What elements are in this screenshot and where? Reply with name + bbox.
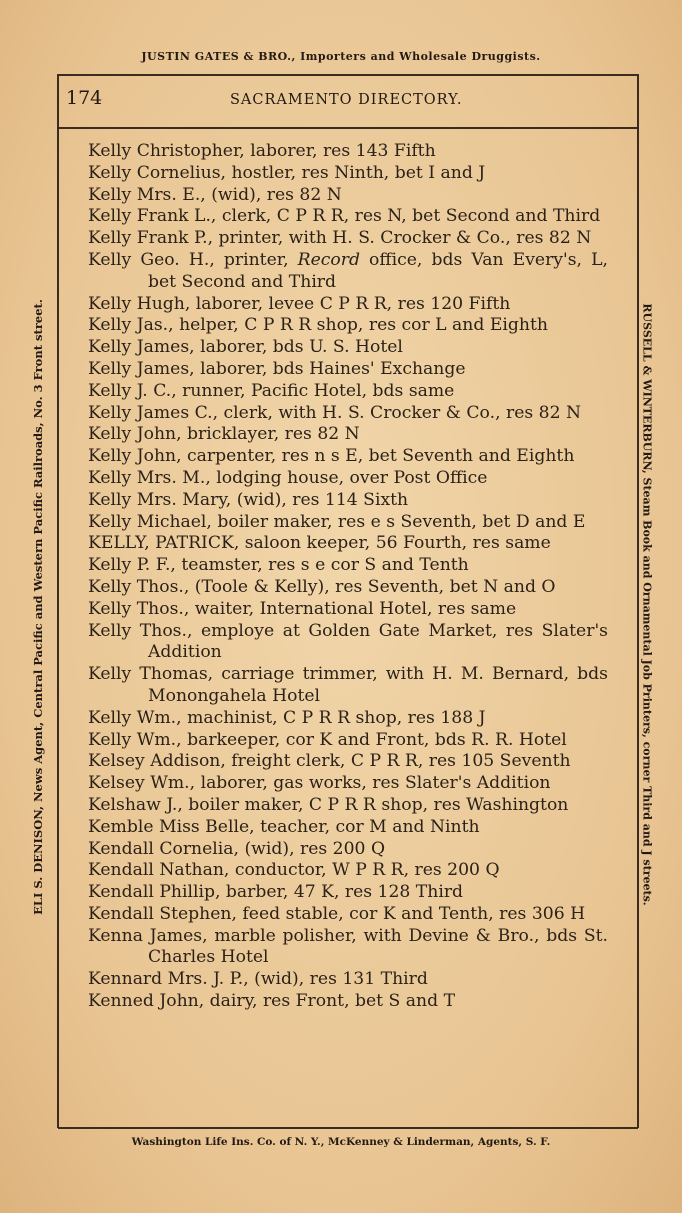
bottom-advertisement: Washington Life Ins. Co. of N. Y., McKenney & Linderman, Agents, S. F.: [131, 1136, 551, 1148]
directory-entry: Kelsey Addison, freight clerk, C P R R, res 105 Seventh: [88, 751, 571, 772]
directory-entry: Kelly Thomas, carriage trimmer, with H. M. Bernard, bds Monongahela Hotel: [88, 664, 608, 706]
directory-entry: Kendall Nathan, conductor, W P R R, res 200 Q: [88, 860, 500, 881]
directory-entry: Kelly Thos., (Toole & Kelly), res Seventh, bet N and O: [88, 576, 556, 597]
top-advertisement: JUSTIN GATES & BRO., Importers and Wholesale Druggists.: [141, 50, 541, 63]
directory-entry: KELLY, PATRICK, saloon keeper, 56 Fourth, res same: [88, 533, 551, 554]
page-number: 174: [66, 87, 103, 109]
directory-entry: Kelly Mrs. M., lodging house, over Post Office: [88, 467, 488, 488]
directory-entry: Kelly Wm., machinist, C P R R shop, res 188 J: [88, 707, 486, 728]
directory-entry: Kelly James, laborer, bds Haines' Exchange: [88, 358, 466, 379]
directory-entry: Kenna James, marble polisher, with Devine & Bro., bds St. Charles Hotel: [88, 925, 608, 968]
directory-entry: Kendall Phillip, barber, 47 K, res 128 Third: [88, 882, 464, 903]
directory-entry: Kelly James C., clerk, with H. S. Crocker & Co., res 82 N: [88, 402, 582, 423]
directory-entry: Kelly Frank P., printer, with H. S. Crocker & Co., res 82 N: [88, 228, 592, 249]
directory-entry: Kennard Mrs. J. P., (wid), res 131 Third: [88, 969, 428, 990]
header-rule: [58, 127, 638, 129]
directory-entry: Kelshaw J., boiler maker, C P R R shop, res Washington: [88, 794, 569, 815]
right-side-advertisement: RUSSELL & WINTERBURN, Steam Book and Ornamental Job Printers, corner Third and J streets.: [640, 303, 654, 906]
directory-entry: Kemble Miss Belle, teacher, cor M and Ninth: [88, 816, 480, 837]
directory-entry: Kelly Jas., helper, C P R R shop, res cor L and Eighth: [88, 315, 548, 336]
directory-entry: Kelly J. C., runner, Pacific Hotel, bds same: [88, 380, 455, 401]
directory-entry: Kelly Christopher, laborer, res 143 Fifth: [88, 141, 436, 161]
right-rule: [637, 74, 639, 1128]
directory-entry: Kendall Cornelia, (wid), res 200 Q: [88, 838, 386, 859]
directory-entry: Kelly John, bricklayer, res 82 N: [88, 424, 360, 445]
left-side-advertisement: ELI S. DENISON, News Agent, Central Pacific and Western Pacific Railroads, No. 3 Front street.: [31, 299, 45, 915]
directory-entries: [88, 141, 608, 1013]
directory-entry: Kelly John, carpenter, res n s E, bet Seventh and Eighth: [88, 446, 575, 467]
directory-entry: Kelly P. F., teamster, res s e cor S and Tenth: [88, 555, 469, 576]
left-rule: [57, 74, 59, 1128]
directory-entry: Kelly Wm., barkeeper, cor K and Front, bds R. R. Hotel: [88, 729, 567, 750]
directory-entry: Kendall Stephen, feed stable, cor K and Tenth, res 306 H: [88, 903, 586, 924]
directory-entry: Kelly Thos., waiter, International Hotel, res same: [88, 598, 517, 619]
directory-entry: Kelly Michael, boiler maker, res e s Seventh, bet D and E: [88, 511, 586, 532]
running-head: SACRAMENTO DIRECTORY.: [230, 92, 463, 108]
directory-entry: Kelly Thos., employe at Golden Gate Market, res Slater's Addition: [88, 620, 608, 663]
top-rule: [58, 74, 638, 76]
directory-entry: Kelly Cornelius, hostler, res Ninth, bet I and J: [88, 162, 486, 183]
directory-entry: Kelsey Wm., laborer, gas works, res Slater's Addition: [88, 773, 551, 794]
directory-entry-record: Kelly Geo. H., printer, Record office, bds Van Every's, L, bet Second and Third: [88, 249, 608, 292]
directory-entry: Kelly Mrs. Mary, (wid), res 114 Sixth: [88, 489, 409, 510]
record-italic: Record: [297, 249, 360, 270]
bottom-rule: [58, 1127, 638, 1129]
directory-entry: Kelly Mrs. E., (wid), res 82 N: [88, 184, 342, 205]
directory-entry: Kelly James, laborer, bds U. S. Hotel: [88, 337, 403, 358]
directory-entry: Kelly Hugh, laborer, levee C P R R, res 120 Fifth: [88, 293, 511, 314]
directory-entry: Kenned John, dairy, res Front, bet S and T: [88, 991, 456, 1012]
directory-entry: Kelly Frank L., clerk, C P R R, res N, bet Second and Third: [88, 206, 601, 227]
